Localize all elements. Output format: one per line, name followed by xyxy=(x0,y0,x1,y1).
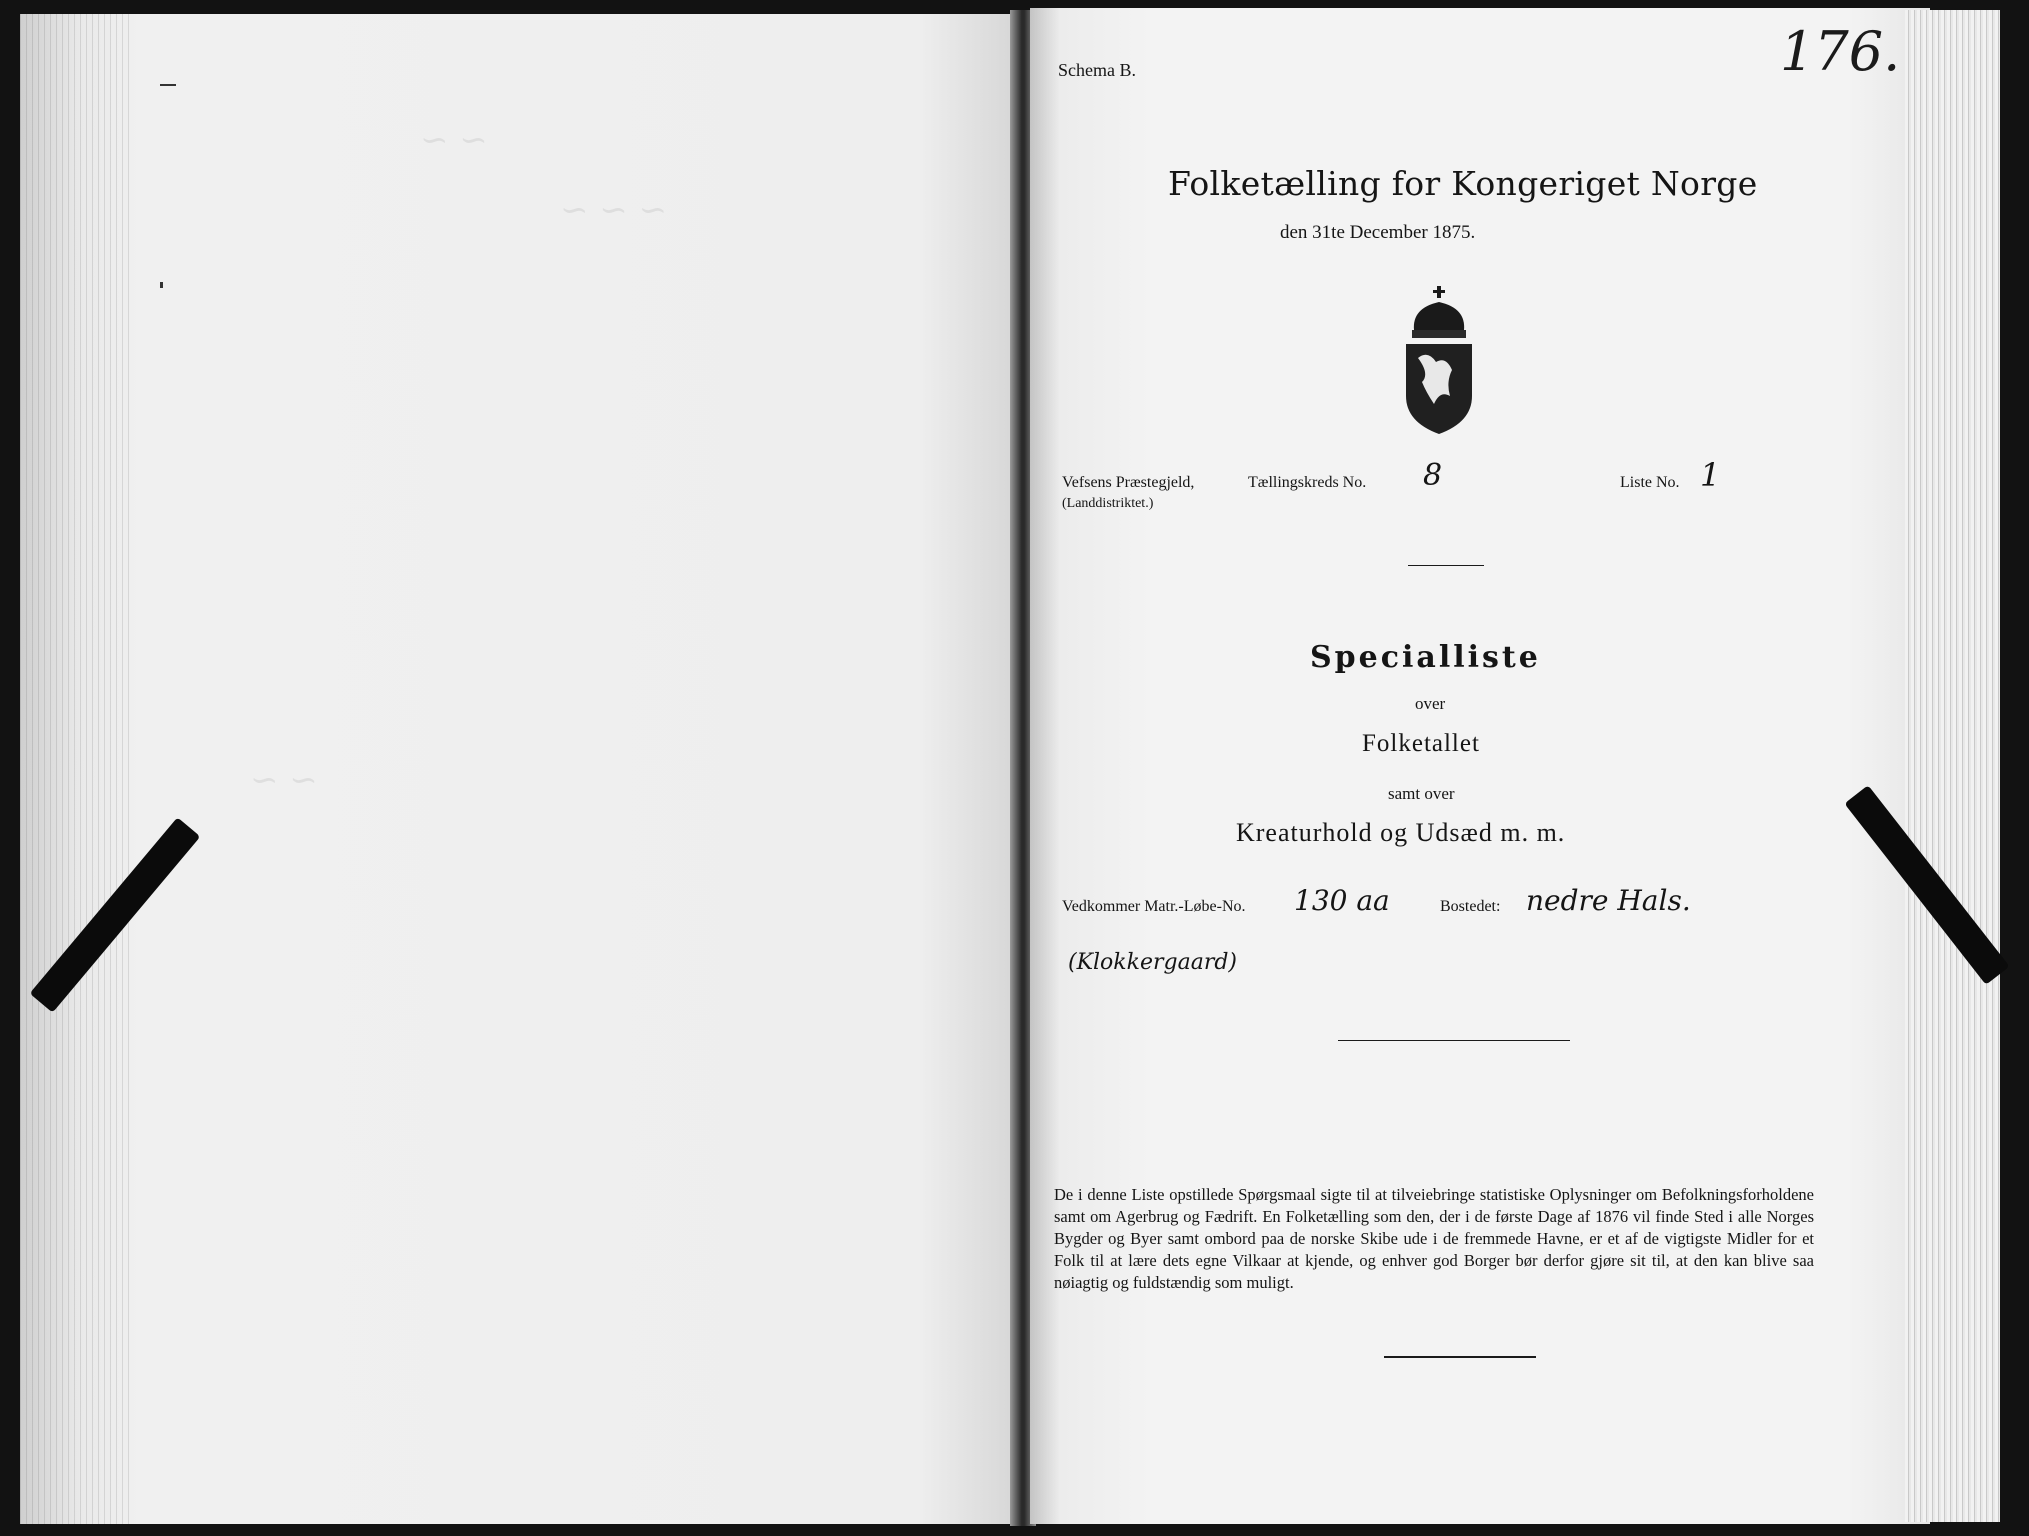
matr-label: Vedkommer Matr.-Løbe-No. xyxy=(1062,898,1246,915)
census-date: den 31te December 1875. xyxy=(1280,222,1476,243)
bleed-through-mark: ~ ~ xyxy=(420,120,488,160)
schema-label: Schema B. xyxy=(1058,60,1136,80)
district-name: Vefsens Præstegjeld, xyxy=(1062,474,1195,491)
left-margin-tick xyxy=(160,282,163,288)
folketallet-text: Folketallet xyxy=(1362,730,1480,757)
bosted-label: Bostedet: xyxy=(1440,898,1501,915)
specialliste-heading: Specialliste xyxy=(1310,640,1541,675)
farm-name: (Klokkergaard) xyxy=(1068,950,1237,975)
document-title: Folketælling for Kongeriget Norge xyxy=(1168,164,1758,203)
bleed-through-mark: ~ ~ xyxy=(250,760,318,800)
kreds-value: 8 xyxy=(1423,458,1443,493)
instruction-paragraph: De i denne Liste opstillede Spørgsmaal sigte til at tilveiebringe statistiske Oplysninger om Befolkningsforholdene samt om Agerbrug og Fædrift. En Folketælling som den, der i de første Dage af 1876 vil finde Sted i alle Norges Bygder og Byer samt ombord paa de norske Skibe ude i de fremmede Havne, er et af de vigtigste Midler for et Folk til at lære dets egne Vilkaar at kjende, og enhver god Borger bør derfor gjøre sit til, at den kan blive saa nøiagtig og fuldstændig som muligt. xyxy=(1054,1185,1814,1292)
divider-rule xyxy=(1338,1040,1570,1041)
page-number: 176. xyxy=(1780,20,1901,83)
left-margin-tick xyxy=(160,84,176,86)
divider-rule xyxy=(1384,1356,1536,1358)
left-page xyxy=(20,14,1020,1524)
left-page-edges xyxy=(20,14,130,1524)
bosted-value: nedre Hals. xyxy=(1526,884,1691,917)
kreaturhold-text: Kreaturhold og Udsæd m. m. xyxy=(1236,818,1566,847)
right-page-edges xyxy=(1905,10,2000,1522)
kreds-label: Tællingskreds No. xyxy=(1248,474,1367,491)
district-subtitle: (Landdistriktet.) xyxy=(1062,496,1154,511)
liste-value: 1 xyxy=(1700,456,1721,494)
divider-rule xyxy=(1408,565,1484,566)
samt-over-text: samt over xyxy=(1388,784,1455,803)
matr-value: 130 aa xyxy=(1294,884,1390,917)
coat-of-arms-icon xyxy=(1400,286,1478,436)
bleed-through-mark: ~ ~ ~ xyxy=(560,190,668,230)
liste-label: Liste No. xyxy=(1620,474,1680,491)
over-text: over xyxy=(1415,694,1446,713)
right-page xyxy=(1030,8,1930,1524)
